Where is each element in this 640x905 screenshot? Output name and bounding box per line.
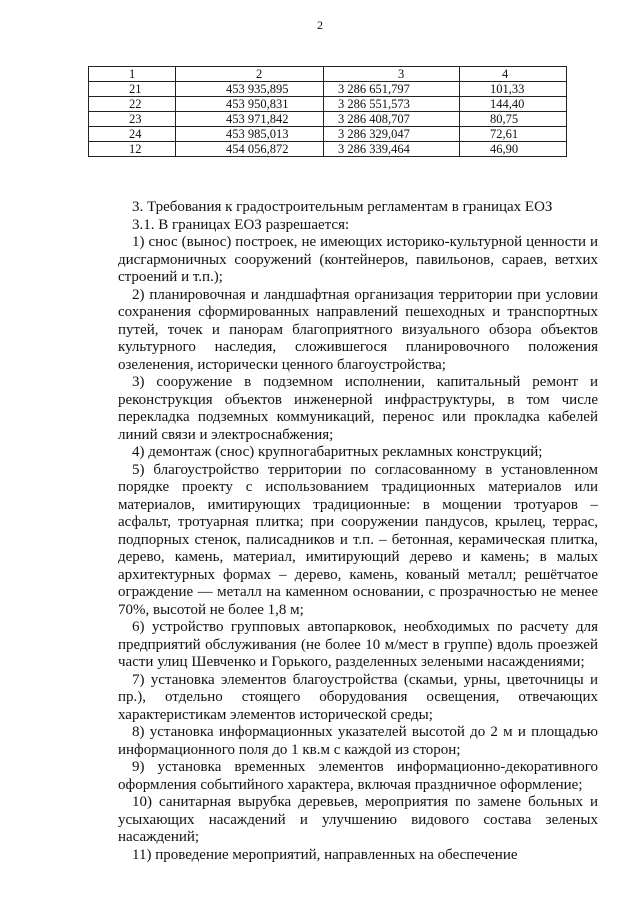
y-coordinate-cell: 3 286 408,707 bbox=[324, 112, 460, 127]
y-coordinate-cell: 3 286 339,464 bbox=[324, 142, 460, 157]
page-number: 2 bbox=[317, 18, 323, 32]
point-number-cell: 21 bbox=[89, 82, 176, 97]
table-header-cell: 2 bbox=[176, 67, 324, 82]
list-item: 4) демонтаж (снос) крупногабаритных рекламных конструкций; bbox=[132, 444, 543, 460]
y-coordinate-cell: 3 286 651,797 bbox=[324, 82, 460, 97]
list-item: 2) планировочная и ландшафтная организация территории при условии сохранения сформированных направлений пешеходных и транспортных путей, точек и панорам благоприятного визуального обзора объектов культурного наследия, сложившегося планировочного положения озеленения, исторически ценного благоустройства; bbox=[118, 286, 598, 373]
list-item: 9) установка временных элементов информационно-декоративного оформления событийного характера, включая праздничное оформление; bbox=[118, 759, 598, 793]
distance-cell: 72,61 bbox=[460, 127, 567, 142]
list-item: 1) снос (вынос) построек, не имеющих историко-культурной ценности и дисгармоничных сооружений (контейнеров, павильонов, сараев, ветхих строений и т.п.); bbox=[118, 234, 598, 285]
point-number-cell: 22 bbox=[89, 97, 176, 112]
table-header-cell: 4 bbox=[460, 67, 567, 82]
subsection-heading: 3.1. В границах ЕОЗ разрешается: bbox=[132, 216, 350, 233]
distance-cell: 46,90 bbox=[460, 142, 567, 157]
table-row bbox=[89, 82, 567, 97]
table-row bbox=[89, 112, 567, 127]
distance-cell: 144,40 bbox=[460, 97, 567, 112]
y-coordinate-cell: 3 286 551,573 bbox=[324, 97, 460, 112]
section-heading: 3. Требования к градостроительным регламентам в границах ЕОЗ bbox=[132, 199, 553, 215]
list-item: 6) устройство групповых автопарковок, необходимых по расчету для предприятий обслуживания (не более 10 м/мест в группе) вдоль проезжей части улиц Шевченко и Горького, разделенных зелеными насаждениями; bbox=[118, 619, 598, 670]
x-coordinate-cell: 454 056,872 bbox=[176, 142, 324, 157]
list-item: 5) благоустройство территории по согласованному в установленном порядке проекту с использованием традиционных материалов или материалов, имитирующих традиционные: в мощении тротуаров – асфальт, тротуарная плитка; при сооружении пандусов, крылец, террас, подпорных стенок, палисадников и т.п. – бетонная, керамическая плитка, дерево, камень, материал, имитирующий дерево и камень; в малых архитектурных формах – дерево, камень, кованый металл; решётчатое ограждение — металл на каменном основании, с прозрачностью не менее 70%, высотой не более 1,8 м; bbox=[118, 461, 598, 618]
point-number-cell: 23 bbox=[89, 112, 176, 127]
table-header-row bbox=[89, 67, 567, 82]
x-coordinate-cell: 453 935,895 bbox=[176, 82, 324, 97]
x-coordinate-cell: 453 950,831 bbox=[176, 97, 324, 112]
table-row bbox=[89, 127, 567, 142]
coordinates-table bbox=[88, 66, 567, 157]
list-item: 3) сооружение в подземном исполнении, капитальный ремонт и реконструкция объектов инженерной инфраструктуры, в том числе перекладка подземных коммуникаций, перенос или прокладка кабелей линий связи и электроснабжения; bbox=[118, 374, 598, 443]
list-item: 7) установка элементов благоустройства (скамьи, урны, цветочницы и пр.), отдельно стоящего оборудования освещения, отвечающих характеристикам элементов исторической среды; bbox=[118, 671, 598, 723]
table-header-cell: 1 bbox=[89, 67, 176, 82]
point-number-cell: 12 bbox=[89, 142, 176, 157]
table-row bbox=[89, 97, 567, 112]
list-item: 11) проведение мероприятий, направленных на обеспечение bbox=[132, 846, 518, 863]
table-row bbox=[89, 142, 567, 157]
list-item: 8) установка информационных указателей высотой до 2 м и площадью информационного поля до 1 кв.м с каждой из сторон; bbox=[118, 724, 598, 758]
distance-cell: 101,33 bbox=[460, 82, 567, 97]
y-coordinate-cell: 3 286 329,047 bbox=[324, 127, 460, 142]
list-item: 10) санитарная вырубка деревьев, мероприятия по замене больных и усыхающих насаждений и улучшению видового состава зеленых насаждений; bbox=[118, 794, 598, 845]
point-number-cell: 24 bbox=[89, 127, 176, 142]
table-header-cell: 3 bbox=[324, 67, 460, 82]
document-body bbox=[118, 199, 598, 864]
x-coordinate-cell: 453 985,013 bbox=[176, 127, 324, 142]
x-coordinate-cell: 453 971,842 bbox=[176, 112, 324, 127]
distance-cell: 80,75 bbox=[460, 112, 567, 127]
